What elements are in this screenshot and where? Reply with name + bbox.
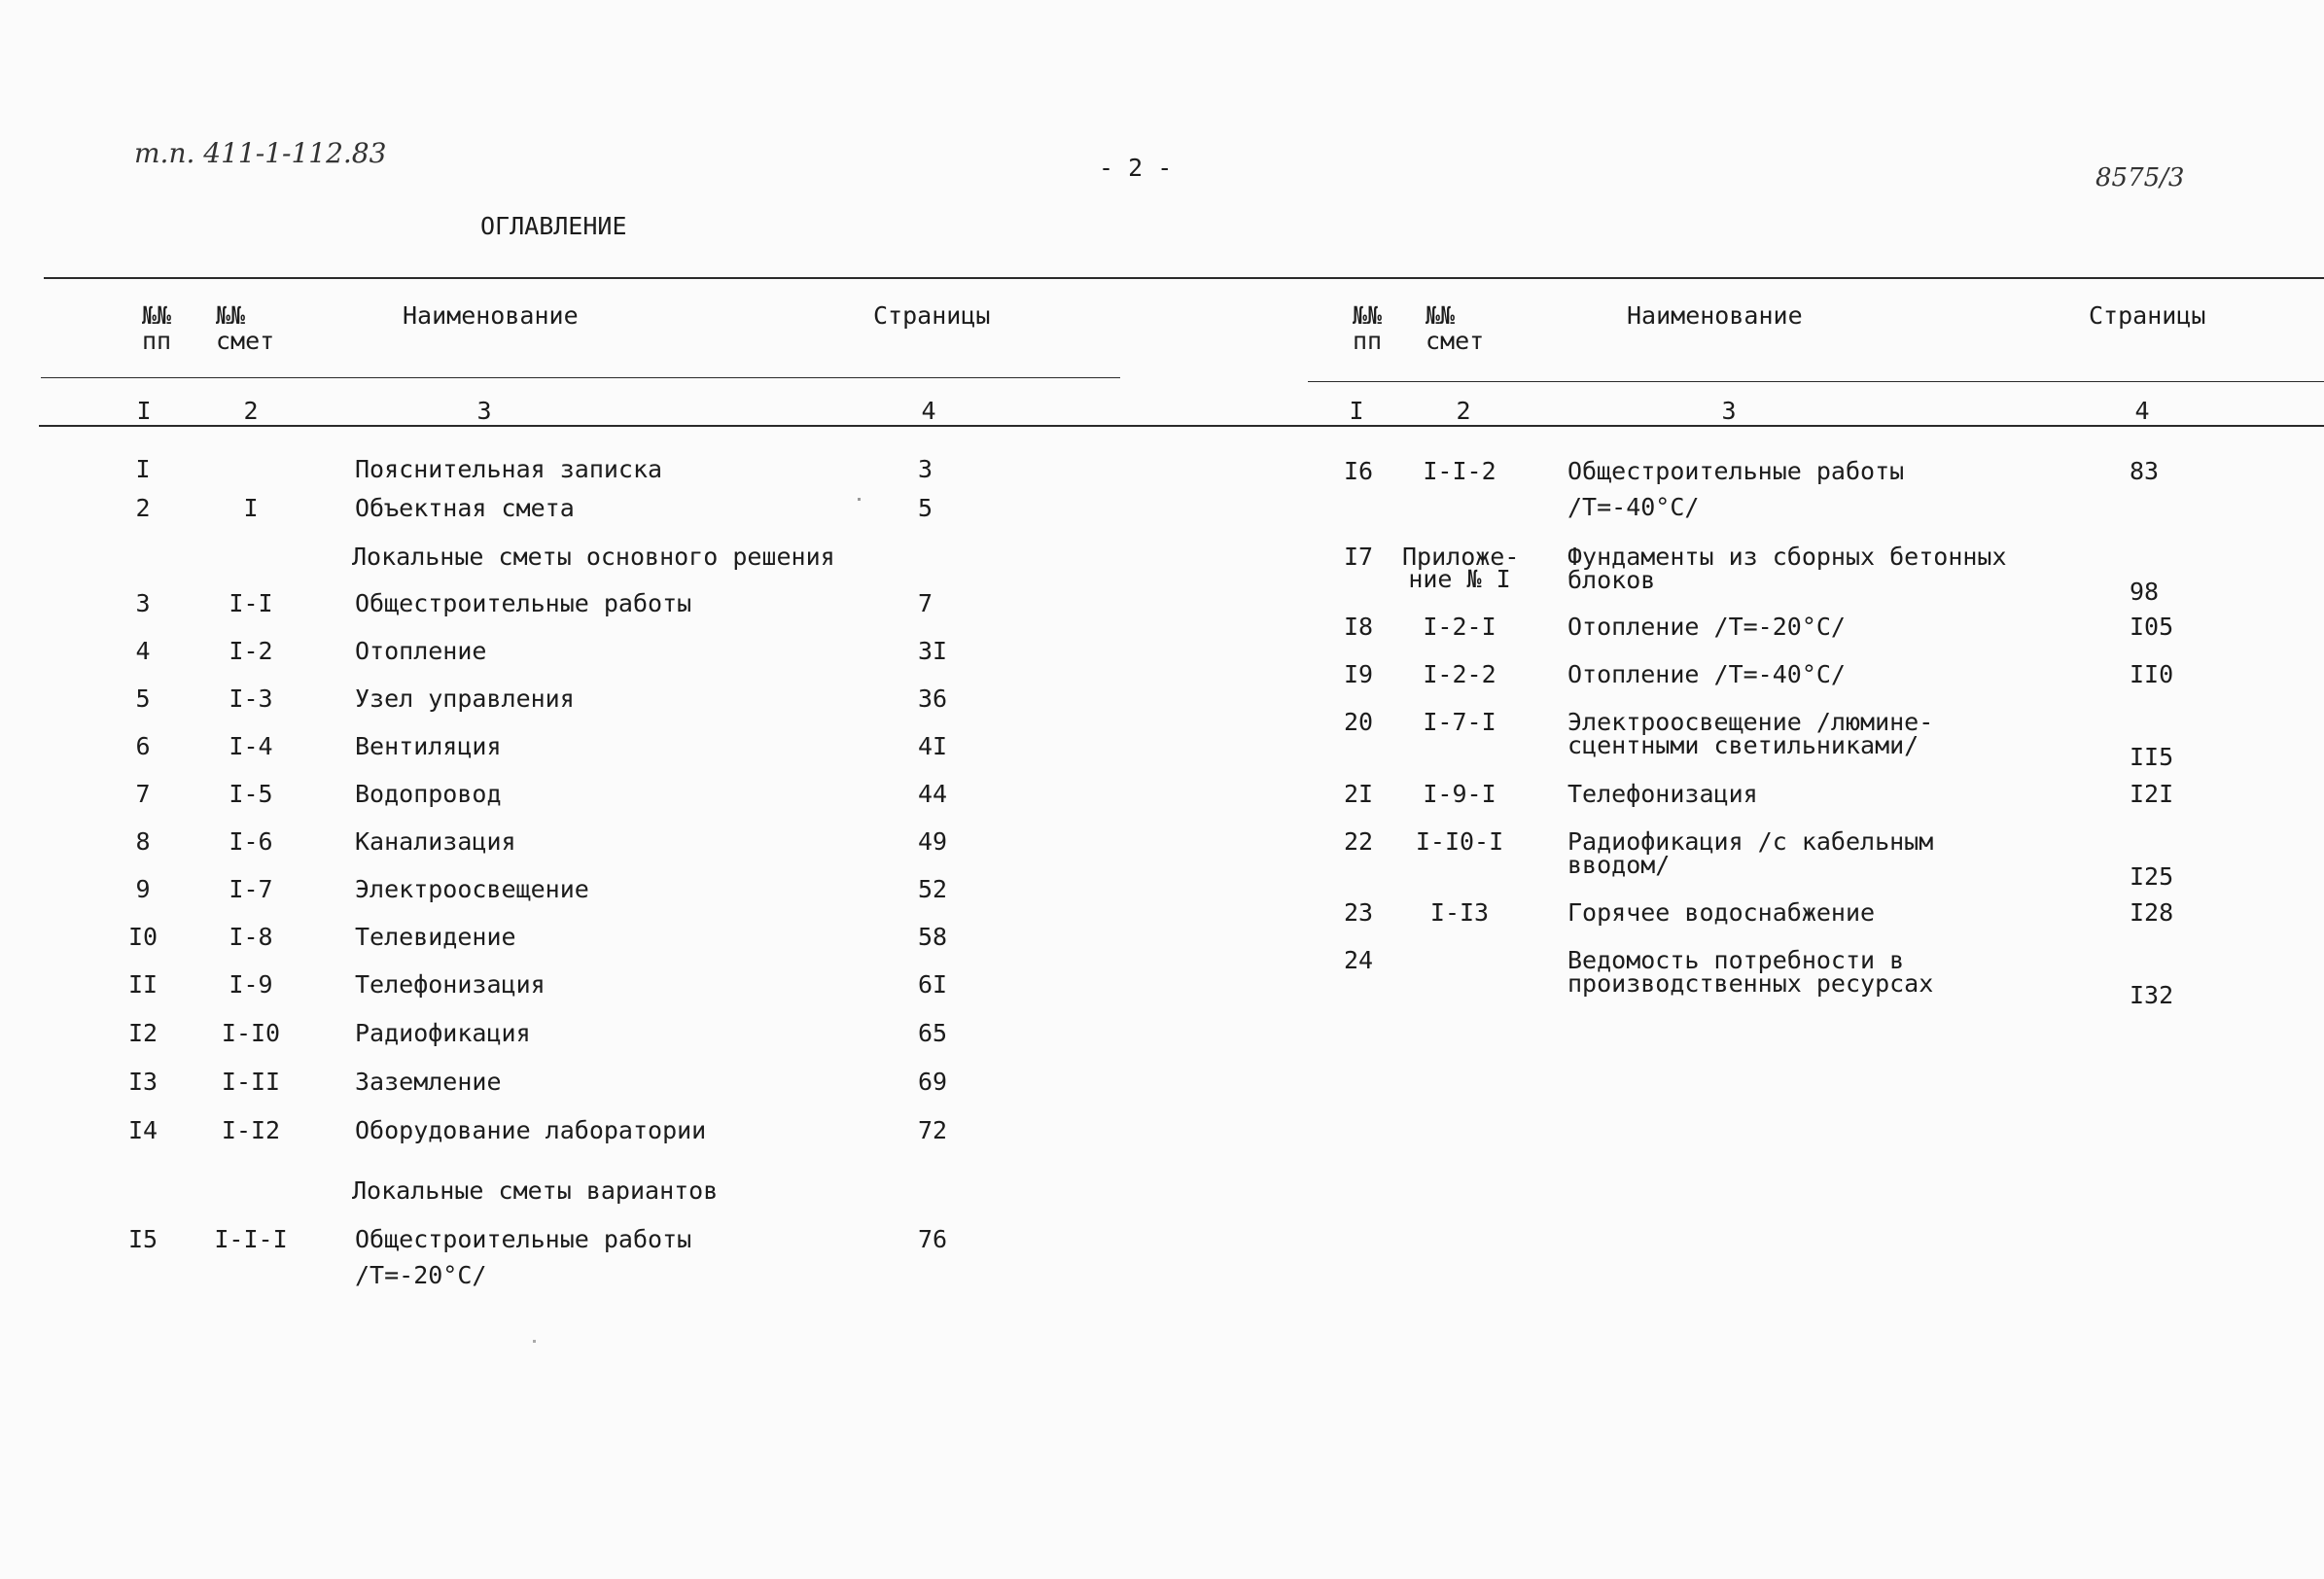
- item-name: Радиофикация /с кабельным: [1567, 827, 1934, 856]
- row-number: I9: [1343, 660, 1374, 688]
- row-number: 2I: [1343, 780, 1374, 808]
- page-ref: 5: [918, 494, 933, 522]
- estimate-number: I-I2: [221, 1116, 281, 1144]
- row-number: I7: [1343, 543, 1374, 571]
- item-name: Канализация: [355, 827, 516, 856]
- page-ref: I2I: [2130, 780, 2174, 808]
- item-name: Телефонизация: [355, 970, 546, 999]
- col-index: 4: [921, 397, 936, 425]
- item-name: Объектная смета: [355, 494, 575, 522]
- col-num-header-left: [136, 303, 177, 355]
- page-ref: II5: [2130, 743, 2174, 771]
- page-ref: 36: [918, 684, 948, 713]
- item-name: Горячее водоснабжение: [1567, 898, 1876, 927]
- col-smeta-header-right: [1426, 303, 1484, 355]
- page-ref: 98: [2130, 578, 2160, 606]
- estimate-number: I-I-I: [214, 1225, 288, 1253]
- scan-speck: [858, 498, 861, 501]
- estimate-number: I-2-I: [1423, 613, 1497, 641]
- page-ref: II0: [2130, 660, 2174, 688]
- estimate-number: I-6: [229, 827, 273, 856]
- estimate-number: I-9-I: [1423, 780, 1497, 808]
- header-rule-right: [1308, 381, 2324, 382]
- item-name: Радиофикация: [355, 1019, 531, 1047]
- row-number: 9: [135, 875, 151, 903]
- page-ref: 72: [918, 1116, 948, 1144]
- col-num-label: №№: [141, 301, 172, 330]
- estimate-number: I-I: [229, 589, 273, 617]
- col-smeta-label: №№: [1426, 301, 1456, 330]
- item-name: Водопровод: [355, 780, 502, 808]
- top-rule: [44, 277, 2324, 279]
- page-ref: 3: [918, 455, 933, 483]
- col-index: 2: [243, 397, 259, 425]
- col-pages-header-left: Страницы: [873, 301, 991, 330]
- estimate-number-cont: ние № I: [1408, 565, 1511, 593]
- row-number: 2: [135, 494, 151, 522]
- col-num-header-right: [1347, 303, 1388, 355]
- col-index: 3: [1721, 397, 1737, 425]
- row-number: I4: [127, 1116, 158, 1144]
- item-name: Пояснительная записка: [355, 455, 663, 483]
- col-num-label-pp: пп: [141, 327, 172, 356]
- estimate-number: I-I-2: [1423, 457, 1497, 485]
- estimate-number: I-4: [229, 732, 273, 760]
- page-ref: 65: [918, 1019, 948, 1047]
- page-ref: 7: [918, 589, 933, 617]
- header-rule-left: [41, 377, 1120, 378]
- scan-speck: [533, 1340, 536, 1343]
- item-name-cont: производственных ресурсах: [1567, 969, 1934, 998]
- item-name: Общестроительные работы: [355, 1225, 692, 1253]
- estimate-number: I-5: [229, 780, 273, 808]
- item-name: Электроосвещение /люмине-: [1567, 708, 1934, 736]
- col-name-header-right: Наименование: [1627, 301, 1803, 330]
- row-number: I0: [127, 923, 158, 951]
- row-number: 23: [1343, 898, 1374, 927]
- item-name-cont: вводом/: [1567, 851, 1671, 879]
- section-heading: Локальные сметы вариантов: [352, 1176, 719, 1205]
- row-number: I5: [127, 1225, 158, 1253]
- page-ref: 3I: [918, 637, 948, 665]
- page-ref: 44: [918, 780, 948, 808]
- page-title: ОГЛАВЛЕНИЕ: [480, 212, 627, 240]
- col-index: 3: [476, 397, 492, 425]
- item-name: Отопление /T=-20°C/: [1567, 613, 1846, 641]
- page-ref: I32: [2130, 981, 2174, 1009]
- row-number: 7: [135, 780, 151, 808]
- col-num-label-pp: пп: [1352, 327, 1383, 356]
- col-num-label: №№: [1352, 301, 1383, 330]
- estimate-number: I-7: [229, 875, 273, 903]
- row-number: 24: [1343, 946, 1374, 974]
- item-name: Отопление: [355, 637, 487, 665]
- page-ref: I28: [2130, 898, 2174, 927]
- item-name: Ведомость потребности в: [1567, 946, 1905, 974]
- col-pages-header-right: Страницы: [2089, 301, 2206, 330]
- col-index: I: [136, 397, 152, 425]
- row-number: I: [135, 455, 151, 483]
- page-ref: 58: [918, 923, 948, 951]
- document-code: т.п. 411-1-112.83: [134, 137, 387, 169]
- row-number: 8: [135, 827, 151, 856]
- col-smeta-label-smet: смет: [216, 327, 275, 356]
- page-ref: 49: [918, 827, 948, 856]
- estimate-number: I-II: [221, 1068, 281, 1096]
- col-index: I: [1349, 397, 1364, 425]
- row-number: I6: [1343, 457, 1374, 485]
- page-ref: 4I: [918, 732, 948, 760]
- estimate-number: I-2-2: [1423, 660, 1497, 688]
- page-ref: 83: [2130, 457, 2160, 485]
- item-name: Оборудование лаборатории: [355, 1116, 707, 1144]
- item-name: Телевидение: [355, 923, 516, 951]
- section-heading: Локальные сметы основного решения: [352, 543, 835, 571]
- col-name-header-left: Наименование: [403, 301, 579, 330]
- item-name: Общестроительные работы: [1567, 457, 1905, 485]
- row-number: 3: [135, 589, 151, 617]
- col-smeta-label: №№: [216, 301, 246, 330]
- page-number: - 2 -: [1099, 154, 1173, 182]
- page-ref: 6I: [918, 970, 948, 999]
- row-number: I3: [127, 1068, 158, 1096]
- col-smeta-label-smet: смет: [1426, 327, 1485, 356]
- estimate-number: I-I0: [221, 1019, 281, 1047]
- item-name-cont: сцентными светильниками/: [1567, 731, 1919, 759]
- row-number: 6: [135, 732, 151, 760]
- page-ref: 76: [918, 1225, 948, 1253]
- estimate-number: I-8: [229, 923, 273, 951]
- item-name: Вентиляция: [355, 732, 502, 760]
- col-smeta-header-left: [216, 303, 274, 355]
- estimate-number: I-9: [229, 970, 273, 999]
- item-name-cont: /T=-40°C/: [1567, 493, 1700, 521]
- col-index: 4: [2134, 397, 2150, 425]
- item-name: Телефонизация: [1567, 780, 1758, 808]
- estimate-number: I: [243, 494, 259, 522]
- item-name: Электроосвещение: [355, 875, 589, 903]
- row-number: 20: [1343, 708, 1374, 736]
- estimate-number: Приложе-: [1402, 543, 1520, 571]
- index-rule: [39, 425, 2324, 427]
- archive-number: 8575/3: [2095, 163, 2185, 193]
- estimate-number: I-2: [229, 637, 273, 665]
- page-ref: I25: [2130, 862, 2174, 891]
- col-index: 2: [1456, 397, 1471, 425]
- page-ref: I05: [2130, 613, 2174, 641]
- row-number: 22: [1343, 827, 1374, 856]
- row-number: 5: [135, 684, 151, 713]
- page-ref: 52: [918, 875, 948, 903]
- estimate-number: I-I0-I: [1415, 827, 1504, 856]
- estimate-number: I-7-I: [1423, 708, 1497, 736]
- item-name: Фундаменты из сборных бетонных: [1567, 543, 2007, 571]
- item-name: Отопление /T=-40°C/: [1567, 660, 1846, 688]
- item-name: Узел управления: [355, 684, 575, 713]
- row-number: 4: [135, 637, 151, 665]
- item-name-cont: блоков: [1567, 566, 1656, 594]
- row-number: I8: [1343, 613, 1374, 641]
- estimate-number: I-I3: [1429, 898, 1490, 927]
- row-number: I2: [127, 1019, 158, 1047]
- item-name: Общестроительные работы: [355, 589, 692, 617]
- estimate-number: I-3: [229, 684, 273, 713]
- item-name: Заземление: [355, 1068, 502, 1096]
- item-name-cont: /T=-20°C/: [355, 1261, 487, 1289]
- row-number: II: [127, 970, 158, 999]
- page-ref: 69: [918, 1068, 948, 1096]
